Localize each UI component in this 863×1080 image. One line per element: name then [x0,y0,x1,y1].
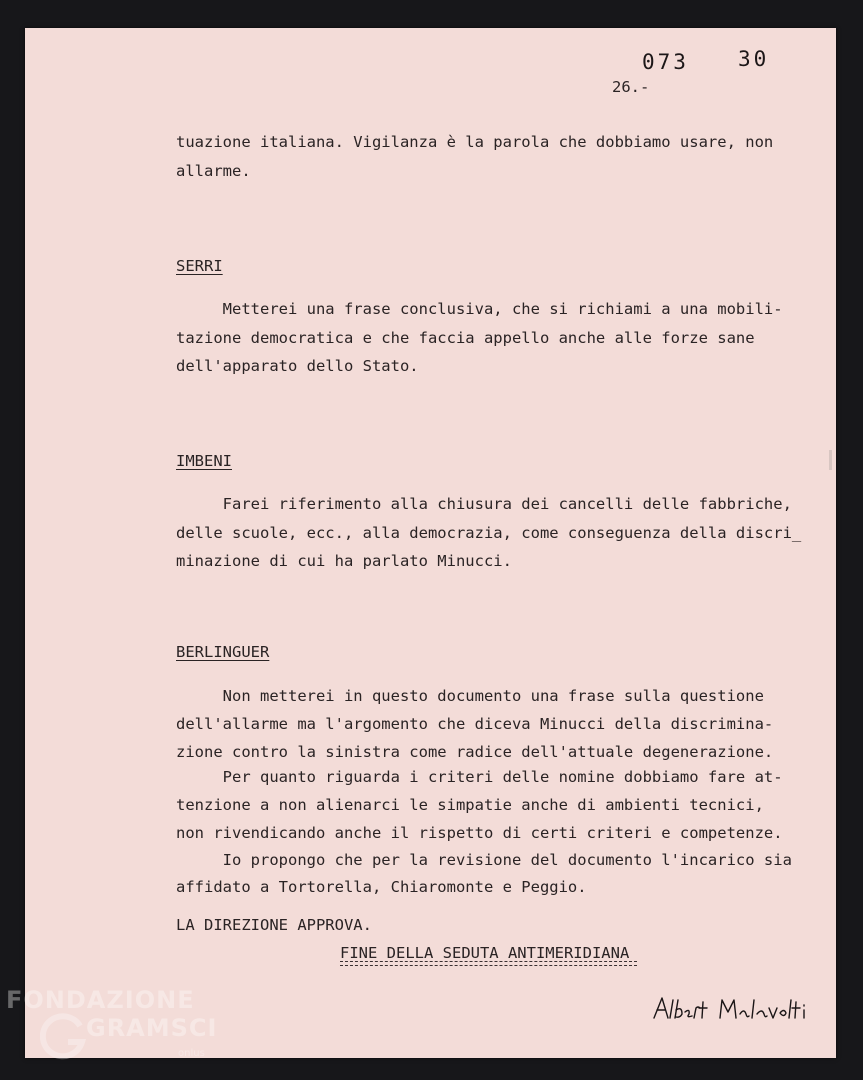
paper-mark [829,450,832,470]
speech-line: Farei riferimento alla chiusura dei cancelli delle fabbriche, [176,495,792,513]
archive-number-right: 30 [738,47,770,71]
opening-line: allarme. [176,162,251,180]
speaker-heading: IMBENI [176,452,232,470]
speech-line: dell'apparato dello Stato. [176,357,419,375]
speech-line: zione contro la sinistra come radice dell'attuale degenerazione. [176,743,774,761]
watermark-suffix: onlus [178,1048,205,1059]
speech-line: delle scuole, ecc., alla democrazia, come conseguenza della discri_ [176,524,802,542]
speech-line: Metterei una frase conclusiva, che si richiami a una mobili- [176,300,783,318]
double-underline-top [340,961,637,962]
double-underline-bottom [340,965,637,966]
speech-line: minazione di cui ha parlato Minucci. [176,552,512,570]
speech-line: affidato a Tortorella, Chiaromonte e Peggio. [176,878,587,896]
closing-line: FINE DELLA SEDUTA ANTIMERIDIANA [340,944,630,962]
handwritten-signature [652,996,812,1022]
speaker-heading: BERLINGUER [176,643,270,661]
speech-line: Io propongo che per la revisione del documento l'incarico sia [176,851,792,869]
speech-line: tazione democratica e che faccia appello anche alle forze sane [176,329,755,347]
speech-line: Non metterei in questo documento una frase sulla questione [176,687,764,705]
watermark-line2: GRAMSCI [86,1014,218,1042]
speaker-heading: SERRI [176,257,223,275]
speech-line: non rivendicando anche il rispetto di certi criteri e competenze. [176,824,783,842]
speech-line: Per quanto riguarda i criteri delle nomine dobbiamo fare at- [176,768,783,786]
watermark-g-logo-icon [40,1012,90,1062]
page-marker: 26.- [612,78,650,96]
archive-number-left: 073 [642,50,689,74]
opening-line: tuazione italiana. Vigilanza è la parola che dobbiamo usare, non [176,133,774,151]
fondazione-gramsci-watermark [6,986,221,1076]
decision-line: LA DIREZIONE APPROVA. [176,916,372,934]
watermark-line1: FONDAZIONE [6,986,195,1014]
speech-line: dell'allarme ma l'argomento che diceva Minucci della discrimina- [176,715,774,733]
speech-line: tenzione a non alienarci le simpatie anche di ambienti tecnici, [176,796,764,814]
